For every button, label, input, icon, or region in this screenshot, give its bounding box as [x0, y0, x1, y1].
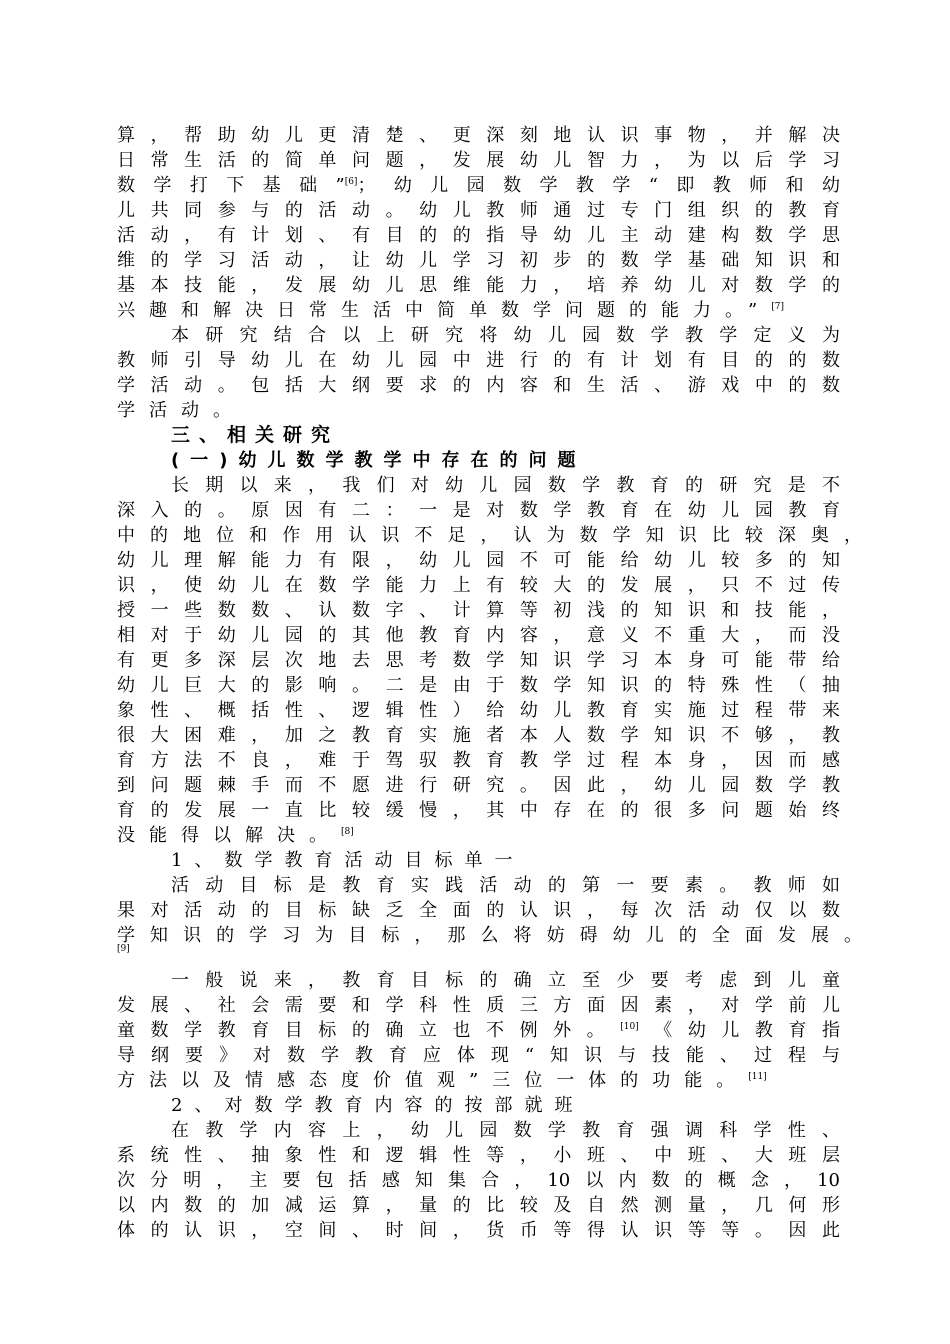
- text-line: 很大困难，加之教育实施者本人数学知识不够，教: [117, 725, 840, 746]
- text-line: 教师引导幼儿在幼儿园中进行的有计划有目的的数: [117, 350, 840, 371]
- text-line: 基本技能，发展幼儿思维能力，培养幼儿对数学的: [117, 275, 840, 296]
- text-line: 象性、概括性、逻辑性）给幼儿教育实施过程带来: [117, 700, 840, 721]
- text-line: 授一些数数、认数字、计算等初浅的知识和技能，: [117, 600, 840, 621]
- list-heading: 1、数学教育活动目标单一: [171, 850, 525, 871]
- text-line: 系统性、抽象性和逻辑性等，小班、中班、大班层: [117, 1145, 840, 1166]
- text-line: 方法以及情感态度价值观”三位一体的功能。[11]: [117, 1070, 767, 1091]
- text-line: 识，使幼儿在数学能力上有较大的发展，只不过传: [117, 575, 840, 596]
- citation: [6]: [344, 177, 358, 187]
- text-line: 童数学教育目标的确立也不例外。[10]《幼儿教育指: [117, 1020, 841, 1041]
- text-line: 育方法不良，难于驾驭教育教学过程本身，因而感: [117, 750, 840, 771]
- text-line: 育的发展一直比较缓慢，其中存在的很多问题始终: [117, 800, 840, 821]
- text-line: 学活动。: [117, 400, 245, 421]
- citation: [11]: [748, 1072, 767, 1082]
- text-line: 幼儿理解能力有限，幼儿园不可能给幼儿较多的知: [117, 550, 840, 571]
- paragraph-first-line: 在教学内容上，幼儿园数学教育强调科学性、: [171, 1120, 840, 1141]
- section-heading: 三、相关研究: [171, 424, 340, 446]
- text-line: 导纲要》对数学教育应体现“知识与技能、过程与: [117, 1045, 840, 1066]
- text-line: 到问题棘手而不愿进行研究。因此，幼儿园数学教: [117, 775, 840, 796]
- text-line: 学知识的学习为目标，那么将妨碍幼儿的全面发展。: [117, 925, 862, 946]
- text-line: 相对于幼儿园的其他教育内容，意义不重大，而没: [117, 625, 840, 646]
- paragraph-first-line: 长期以来，我们对幼儿园数学教育的研究是不: [171, 475, 840, 496]
- text-line: 学活动。包括大纲要求的内容和生活、游戏中的数: [117, 375, 840, 396]
- text-line: 发展、社会需要和学科性质三方面因素，对学前儿: [117, 995, 840, 1016]
- text-line: 数学打下基础”[6]；幼儿园数学教学“即教师和幼: [117, 175, 841, 196]
- text-line: 活动，有计划、有目的的指导幼儿主动建构数学思: [117, 225, 840, 246]
- paragraph-first-line: 活动目标是教育实践活动的第一要素。教师如: [171, 875, 840, 896]
- text-line: 深入的。原因有二：一是对数学教育在幼儿园教育: [117, 500, 840, 521]
- text-line: 维的学习活动，让幼儿学习初步的数学基础知识和: [117, 250, 840, 271]
- citation: [10]: [620, 1022, 639, 1032]
- text-line: 日常生活的简单问题，发展幼儿智力，为以后学习: [117, 150, 840, 171]
- citation: [7]: [771, 302, 784, 312]
- list-heading: 2、对数学教育内容的按部就班: [171, 1095, 585, 1116]
- paragraph-first-line: 本研究结合以上研究将幼儿园数学教学定义为: [171, 325, 840, 346]
- text-line: 以内数的加减运算，量的比较及自然测量，几何形: [117, 1195, 840, 1216]
- text-line: 没能得以解决。[8]: [117, 825, 354, 846]
- text-line: 儿共同参与的活动。幼儿教师通过专门组织的教育: [117, 200, 840, 221]
- subsection-heading: (一)幼儿数学教学中存在的问题: [171, 450, 587, 471]
- text-line: 果对活动的目标缺乏全面的认识，每次活动仅以数: [117, 900, 840, 921]
- text-line: 有更多深层次地去思考数学知识学习本身可能带给: [117, 650, 840, 671]
- text-line: 中的地位和作用认识不足，认为数学知识比较深奥，: [117, 525, 862, 546]
- text-line: 兴趣和解决日常生活中简单数学问题的能力。”[7]: [117, 300, 784, 321]
- citation: [9]: [117, 944, 130, 954]
- citation: [8]: [341, 827, 354, 837]
- text-line: 算，帮助幼儿更清楚、更深刻地认识事物，并解决: [117, 125, 840, 146]
- paragraph-first-line: 一般说来，教育目标的确立至少要考虑到儿童: [171, 970, 840, 991]
- text-line: 体的认识，空间、时间，货币等得认识等等。因此: [117, 1220, 840, 1241]
- text-line: 次分明，主要包括感知集合，10以内数的概念，10: [117, 1170, 840, 1191]
- text-line: 幼儿巨大的影响。二是由于数学知识的特殊性（抽: [117, 675, 840, 696]
